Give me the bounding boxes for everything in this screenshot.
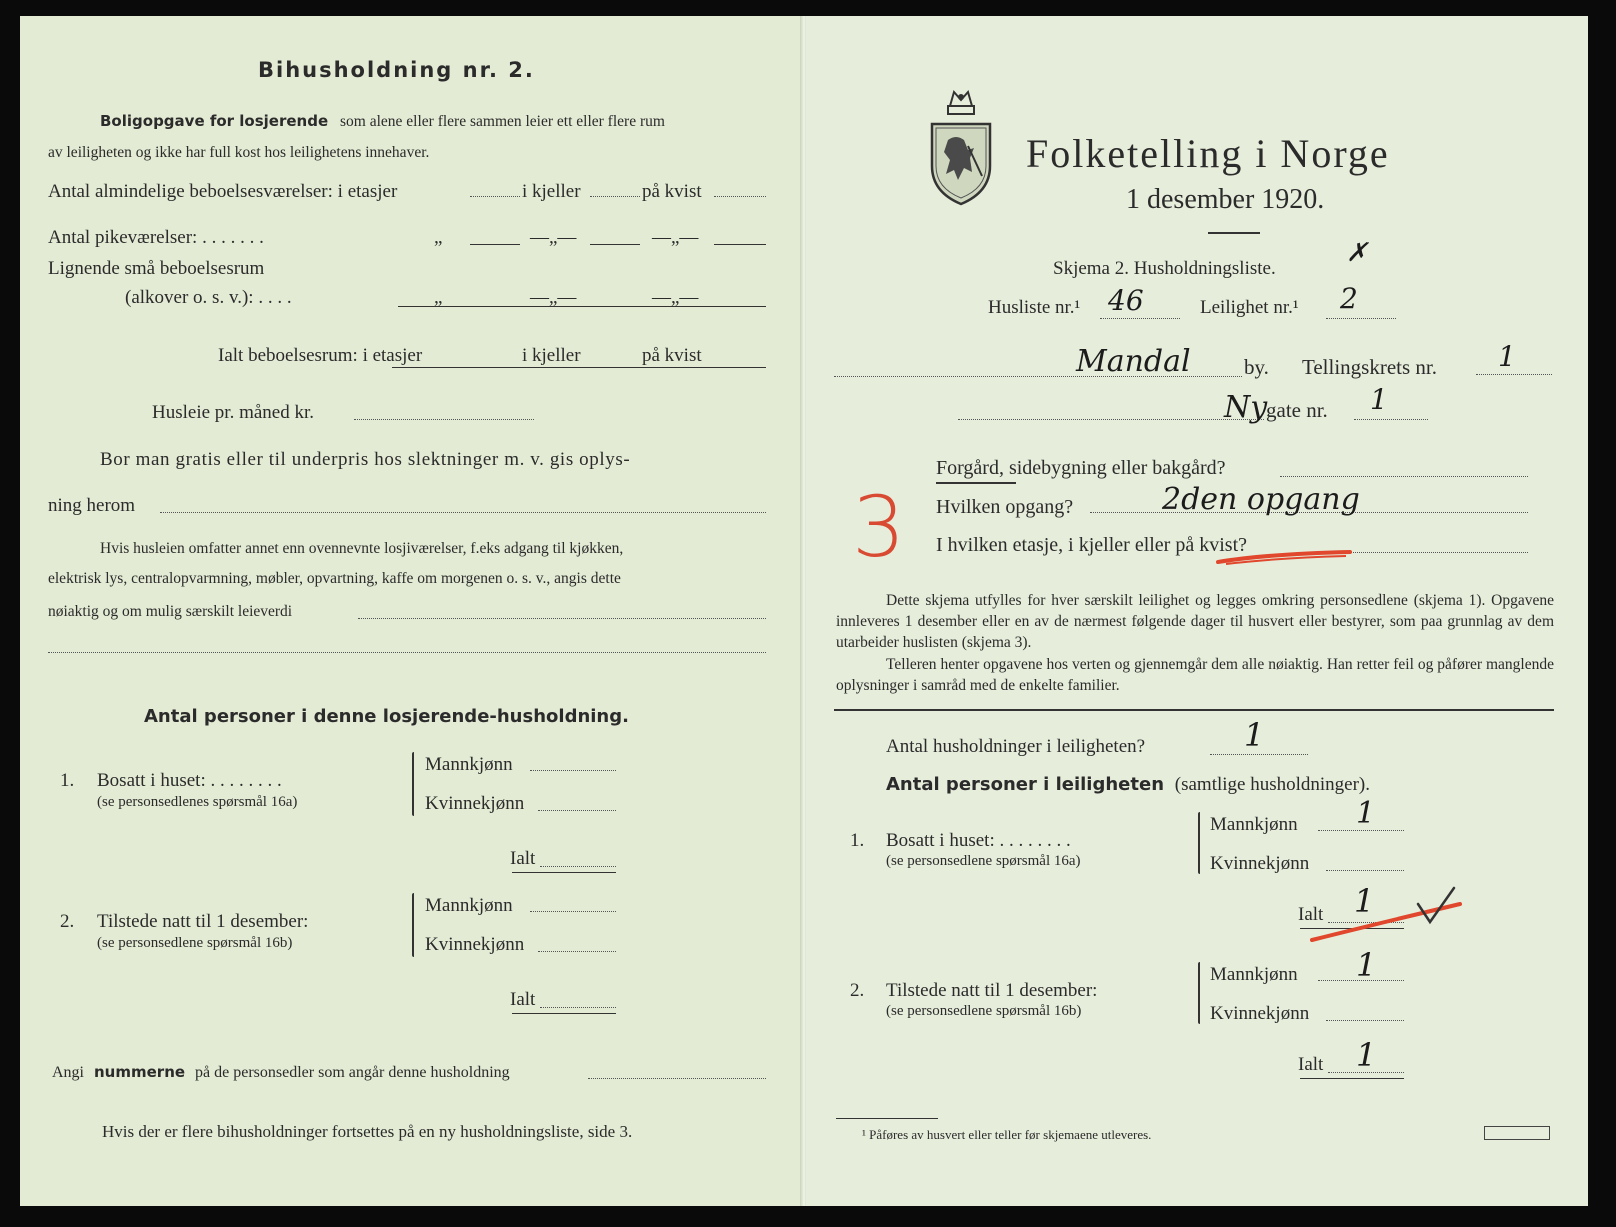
- left-q1-num: 1.: [60, 770, 75, 791]
- right-q1-label: Bosatt i huset: . . . . . . . .: [886, 830, 1071, 851]
- angi-rest: på de personsedler som angår denne husholdning: [195, 1064, 510, 1081]
- right-q2-kvinne-field[interactable]: [1326, 1020, 1404, 1021]
- pike-dash-2: —„—: [652, 227, 699, 248]
- right-q1-brace: [1198, 812, 1200, 874]
- right-persons-heading-bold: Antal personer i leiligheten: [886, 774, 1165, 795]
- pike-dash-1: —„—: [530, 227, 577, 248]
- printer-stamp: [1484, 1126, 1550, 1140]
- gratis-line-2: ning herom: [48, 495, 136, 516]
- left-q1-mann-label: Mannkjønn: [425, 754, 513, 775]
- tellingskrets-value: 1: [1498, 340, 1516, 373]
- right-q1-kvinne-field[interactable]: [1326, 870, 1404, 871]
- right-persons-heading: [886, 774, 1370, 796]
- left-q1-label: Bosatt i huset: . . . . . . . .: [97, 770, 282, 791]
- intro-line-2: av leiligheten og ikke har full kost hos leilighetens innehaver.: [48, 144, 430, 161]
- red-underline-kvist: [1216, 548, 1352, 566]
- angi-bold: nummerne: [94, 1063, 186, 1081]
- right-q2-brace: [1198, 962, 1200, 1024]
- right-q1-num: 1.: [850, 830, 865, 851]
- leilighet-value: 2: [1340, 282, 1358, 315]
- left-q2-ialt-field[interactable]: [540, 1007, 616, 1008]
- husleien-para-line-2: elektrisk lys, centralopvarmning, møbler, opvartning, kaffe om morgenen o. s. v., angis dette: [48, 570, 621, 587]
- gate-nr-value: 1: [1370, 383, 1388, 416]
- leilighet-field[interactable]: [1326, 318, 1396, 319]
- skjema-label: Skjema 2. Husholdningsliste.: [1053, 258, 1276, 279]
- right-q1-sub: (se personsedlene spørsmål 16a): [886, 853, 1081, 869]
- skjema-mark: ✗: [1346, 238, 1368, 268]
- leilighet-label: Leilighet nr.¹: [1200, 297, 1299, 318]
- left-q2-sub: (se personsedlene spørsmål 16b): [97, 935, 293, 951]
- husliste-field[interactable]: [1100, 318, 1180, 319]
- rooms-label: Antal almindelige beboelsesværelser: i etasjer: [48, 181, 398, 202]
- census-date: 1 desember 1920.: [1126, 184, 1325, 215]
- red-ialt-check-mark: [1306, 884, 1466, 944]
- left-q1-sub: (se personsedlenes spørsmål 16a): [97, 794, 298, 810]
- intro-bold: Boligopgave for losjerende: [100, 112, 329, 130]
- husleien-para-line-1: Hvis husleien omfatter annet enn ovennevnte losjiværelser, f.eks adgang til kjøkken,: [100, 540, 624, 557]
- left-q1-kvinne-label: Kvinnekjønn: [425, 793, 525, 814]
- lignende-label: Lignende små beboelsesrum: [48, 258, 265, 279]
- forgard-label: Forgård, sidebygning eller bakgård?: [936, 457, 1226, 479]
- pike-label: Antal pikeværelser: . . . . . . .: [48, 227, 264, 248]
- left-q1-brace: [412, 752, 414, 816]
- info-para-2: Telleren henter opgavene hos verten og gjennemgår dem alle nøiaktig. Han retter feil og påfører manglende oplysninger i samråd med de enkelte familier.: [836, 656, 1554, 694]
- intro-line-1: [100, 112, 665, 131]
- left-footer: Hvis der er flere bihusholdninger fortsettes på en ny husholdningsliste, side 3.: [102, 1122, 633, 1141]
- right-q1-ialt-label: Ialt: [1298, 904, 1324, 925]
- forgard-hand-underline: [936, 482, 1016, 484]
- by-value: Mandal: [1076, 344, 1191, 379]
- by-label: by.: [1244, 355, 1269, 379]
- left-q2-ialt-underline: [512, 1013, 616, 1014]
- angi-field[interactable]: [588, 1078, 766, 1079]
- opgang-value: 2den opgang: [1162, 482, 1360, 517]
- right-q2-mann-label: Mannkjønn: [1210, 964, 1298, 985]
- gate-nr-field[interactable]: [1354, 419, 1428, 420]
- title-divider: [1208, 232, 1260, 234]
- footnote: ¹ Påføres av husvert eller teller før skjemaene utleveres.: [862, 1127, 1152, 1142]
- left-q2-mann-field[interactable]: [530, 911, 616, 912]
- left-persons-heading: Antal personer i denne losjerende-husholdning.: [144, 706, 629, 727]
- antal-hush-label: Antal husholdninger i leiligheten?: [886, 736, 1146, 757]
- ialt-kvist-label: på kvist: [642, 345, 702, 366]
- gate-value: Ny: [1224, 390, 1268, 425]
- right-persons-heading-rest: (samtlige husholdninger).: [1174, 774, 1371, 795]
- pike-ditto: „: [434, 227, 443, 248]
- angi-pre: Angi: [52, 1064, 84, 1081]
- forgard-field[interactable]: [1280, 476, 1528, 477]
- angi-line: [52, 1063, 510, 1082]
- ialt-rooms-underline: [392, 367, 766, 368]
- pike-etasjer-field[interactable]: [470, 244, 520, 245]
- rooms-kjeller-label: i kjeller: [522, 181, 581, 202]
- antal-hush-value: 1: [1244, 716, 1265, 754]
- left-title: Bihusholdning nr. 2.: [258, 58, 535, 82]
- alkover-label: (alkover o. s. v.): . . . .: [125, 287, 292, 308]
- husleien-para-line-3: nøiaktig og om mulig særskilt leieverdi: [48, 603, 293, 620]
- red-mark-number: 3: [852, 478, 906, 576]
- coat-of-arms-icon: [928, 88, 994, 206]
- leieverdi-field[interactable]: [358, 618, 766, 619]
- rooms-etasjer-field[interactable]: [470, 196, 520, 197]
- left-q1-mann-field[interactable]: [530, 770, 616, 771]
- antal-hush-field[interactable]: [1210, 754, 1308, 755]
- info-divider: [834, 709, 1554, 711]
- left-q1-kvinne-field[interactable]: [538, 810, 616, 811]
- left-q2-num: 2.: [60, 911, 75, 932]
- right-q2-num: 2.: [850, 980, 865, 1001]
- husliste-value: 46: [1108, 284, 1144, 317]
- gate-field[interactable]: [958, 419, 1264, 420]
- ialt-kjeller-label: i kjeller: [522, 345, 581, 366]
- left-q1-ialt-underline: [512, 872, 616, 873]
- right-title: Folketelling i Norge: [1026, 131, 1390, 176]
- left-q1-ialt-field[interactable]: [540, 866, 616, 867]
- info-para-1: Dette skjema utfylles for hver særskilt leilighet og legges omkring personsedlene (skjema 1). Opgavene innleveres 1 desember eller en av de nærmest følgende dager til husvert eller bestyrer, som paa grunnlag av dem utarbeider huslisten (skjema 3).: [836, 592, 1554, 651]
- gratis-field[interactable]: [160, 512, 766, 513]
- right-q2-sub: (se personsedlene spørsmål 16b): [886, 1003, 1082, 1019]
- left-q2-brace: [412, 893, 414, 957]
- right-q1-mann-label: Mannkjønn: [1210, 814, 1298, 835]
- gratis-line-1: Bor man gratis eller til underpris hos slektninger m. v. gis oplys-: [100, 449, 631, 470]
- etasje-label: I hvilken etasje, i kjeller eller på kvist?: [936, 534, 1247, 556]
- husleie-label: Husleie pr. måned kr.: [152, 402, 314, 423]
- right-q1-ialt-value: 1: [1354, 882, 1375, 920]
- left-q2-kvinne-label: Kvinnekjønn: [425, 934, 525, 955]
- left-q2-kvinne-field[interactable]: [538, 951, 616, 952]
- pike-kjeller-field[interactable]: [590, 244, 640, 245]
- left-q1-ialt-label: Ialt: [510, 848, 536, 869]
- left-q2-mann-label: Mannkjønn: [425, 895, 513, 916]
- gate-label: gate nr.: [1266, 398, 1328, 422]
- left-q2-label: Tilstede natt til 1 desember:: [97, 911, 309, 932]
- rooms-kjeller-field[interactable]: [590, 196, 640, 197]
- husliste-label: Husliste nr.¹: [988, 297, 1081, 318]
- alkover-ditto: „: [434, 287, 443, 308]
- left-q2-ialt-label: Ialt: [510, 989, 536, 1010]
- etasje-field[interactable]: [1324, 552, 1528, 553]
- leieverdi-field-2[interactable]: [48, 652, 766, 653]
- right-q2-ialt-value: 1: [1356, 1036, 1377, 1074]
- right-q2-mann-value: 1: [1356, 946, 1377, 984]
- tellingskrets-label: Tellingskrets nr.: [1302, 355, 1438, 379]
- opgang-label: Hvilken opgang?: [936, 496, 1074, 518]
- alkover-dash-1: —„—: [530, 287, 577, 308]
- footnote-rule: [836, 1118, 938, 1119]
- pike-kvist-field[interactable]: [714, 244, 766, 245]
- husleie-field[interactable]: [354, 419, 534, 420]
- right-q2-ialt-underline: [1300, 1078, 1404, 1079]
- tellingskrets-field[interactable]: [1476, 374, 1552, 375]
- rooms-kvist-field[interactable]: [714, 196, 766, 197]
- right-q1-mann-value: 1: [1356, 796, 1376, 831]
- right-q2-ialt-label: Ialt: [1298, 1054, 1324, 1075]
- rooms-kvist-label: på kvist: [642, 181, 702, 202]
- intro-rest: som alene eller flere sammen leier ett eller flere rum: [340, 113, 665, 130]
- right-q1-kvinne-label: Kvinnekjønn: [1210, 853, 1310, 874]
- ialt-rooms-label: Ialt beboelsesrum: i etasjer: [218, 345, 423, 366]
- alkover-underline: [398, 306, 766, 307]
- right-q2-kvinne-label: Kvinnekjønn: [1210, 1003, 1310, 1024]
- right-q2-label: Tilstede natt til 1 desember:: [886, 980, 1098, 1001]
- alkover-dash-2: —„—: [652, 287, 699, 308]
